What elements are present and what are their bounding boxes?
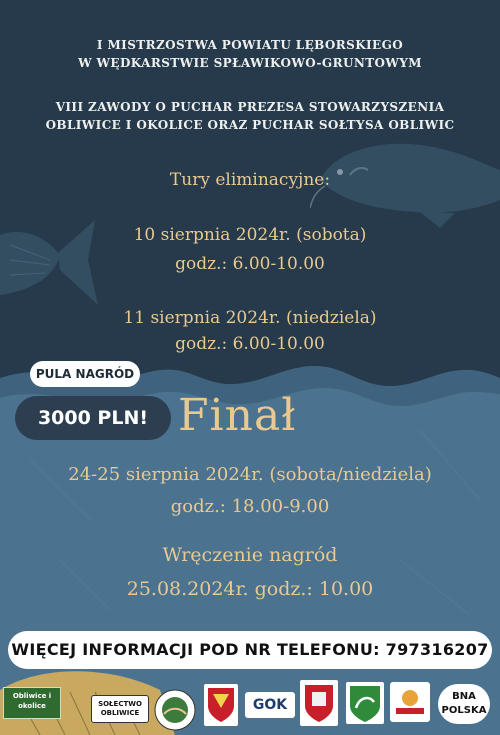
header-line-1: I MISTRZOSTWA POWIATU LĘBORSKIEGO <box>96 38 404 52</box>
angling-club-emblem <box>154 689 196 731</box>
coat-of-arms-3 <box>346 682 384 724</box>
eliminations-title: Tury eliminacyjne: <box>169 170 331 190</box>
award-title: Wręczenie nagród <box>162 544 338 566</box>
award-datetime: 25.08.2024r. godz.: 10.00 <box>126 578 374 600</box>
logo-solectwo-text: SOŁECTWO OBLIWICE <box>98 700 142 717</box>
header-line-4: OBLIWICE I OKOLICE ORAZ PUCHAR SOŁTYSA OBLIWIC <box>45 118 455 132</box>
logo-gok <box>245 692 295 718</box>
logo-obliwice-text: Obliwice i okolice <box>12 692 52 710</box>
prize-pool-badge: PULA NAGRÓD <box>30 361 140 387</box>
coat-of-arms-1 <box>204 684 238 726</box>
final-time: godz.: 18.00-9.00 <box>170 496 330 517</box>
final-date: 24-25 sierpnia 2024r. (sobota/niedziela) <box>68 464 432 485</box>
logo-bna-text: BNA POLSKA <box>441 691 487 716</box>
logo-solectwo <box>91 695 149 723</box>
final-title: Finał <box>178 390 297 441</box>
coat-of-arms-2 <box>300 680 338 726</box>
elimination-day1-date: 10 sierpnia 2024r. (sobota) <box>133 225 367 245</box>
contact-phone-banner: WIĘCEJ INFORMACJI POD NR TELEFONU: 797316207 <box>8 631 492 669</box>
logo-gok-text: GOK <box>252 697 288 713</box>
header-line-3: VIII ZAWODY O PUCHAR PREZESA STOWARZYSZENIA <box>55 100 445 114</box>
header-title <box>0 36 500 72</box>
logo-obliwice <box>3 687 61 719</box>
header-subtitle <box>0 98 500 134</box>
elimination-day1-time: godz.: 6.00-10.00 <box>175 254 325 274</box>
elimination-day2-date: 11 sierpnia 2024r. (niedziela) <box>123 308 377 328</box>
prize-amount-badge: 3000 PLN! <box>15 396 171 440</box>
logo-bna-polska <box>438 684 490 724</box>
regional-logo <box>390 682 430 722</box>
elimination-day2-time: godz.: 6.00-10.00 <box>175 334 325 354</box>
header-line-2: W WĘDKARSTWIE SPŁAWIKOWO-GRUNTOWYM <box>78 56 422 70</box>
